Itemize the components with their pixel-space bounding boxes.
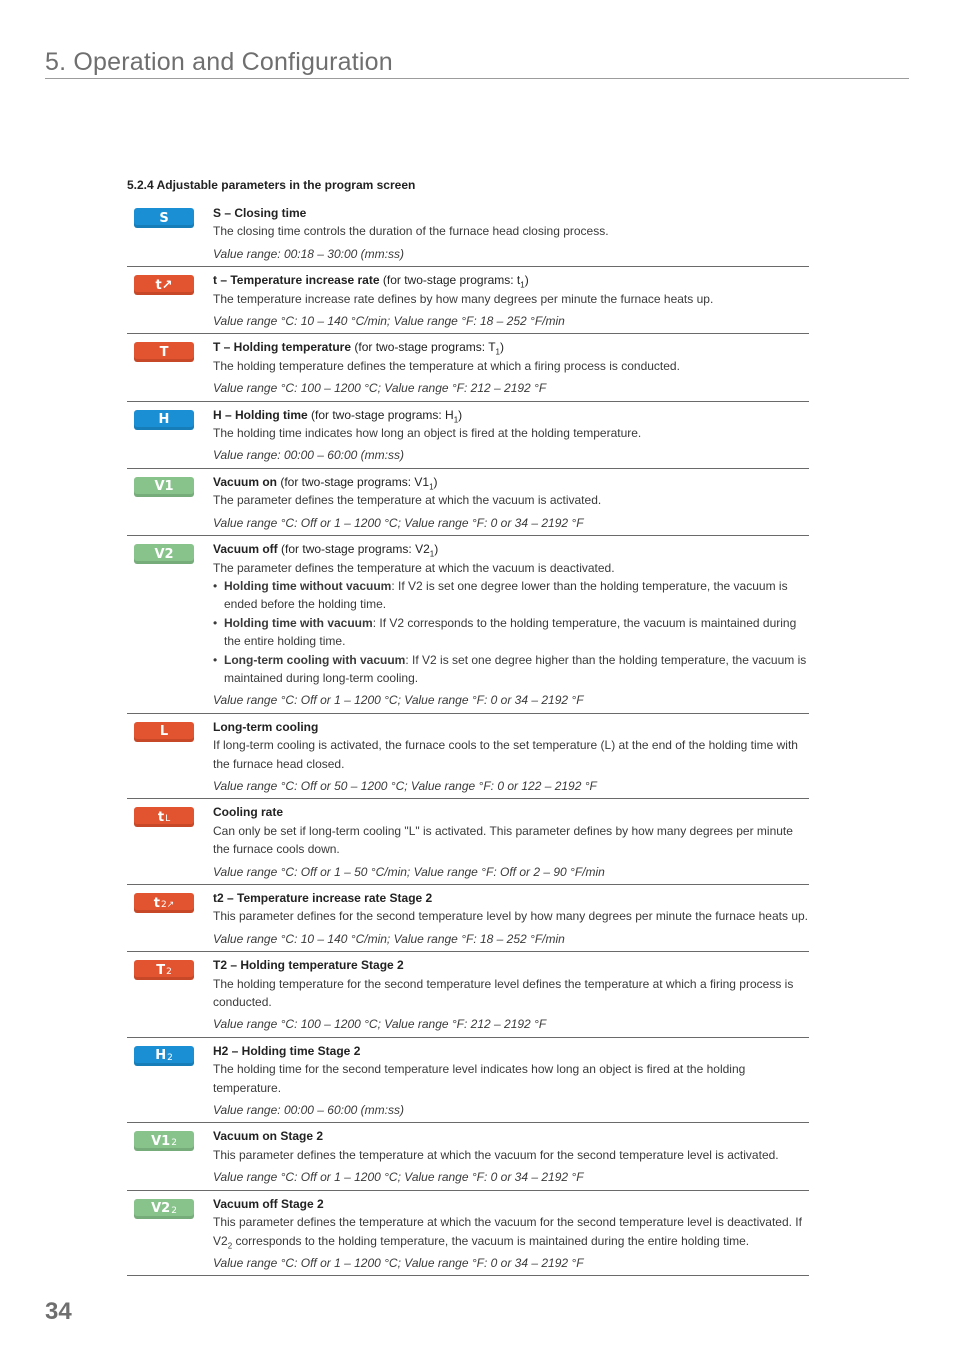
badge-column [127,540,213,710]
parameter-title [213,473,809,491]
parameter-name: Vacuum on [213,474,278,489]
parameter-name: Cooling rate [213,805,284,820]
parameter-qualifier: (for two-stage programs: V1 [277,474,430,489]
parameter-name: T – Holding temperature [213,340,352,355]
parameter-name: H – Holding time [213,407,308,422]
bullet-text: : If V2 is set one degree lower than the holding temperature, the vacuum is ended before the holding time. [224,578,788,612]
parameter-description [213,222,809,240]
badge-label: t [153,895,160,911]
parameter-badge [134,1131,194,1151]
parameter-badge [134,960,194,980]
parameter-row [127,267,809,334]
badge-sub-label: 2 [171,1138,177,1149]
parameter-row [127,200,809,267]
parameter-title [213,406,809,424]
value-range: Value range °C: 10 – 140 °C/min; Value range °F: 18 – 252 °F/min [213,931,565,946]
badge-column [127,718,213,796]
parameter-description [213,559,809,577]
description-text: The parameter defines the temperature at which the vacuum is activated. [213,493,602,508]
parameter-text [213,204,809,263]
badge-sub-label: 2 [171,1205,177,1216]
parameter-name: T2 – Holding temperature Stage 2 [213,958,404,973]
badge-column [127,338,213,397]
parameter-text [213,540,809,710]
badge-sub-label: L [165,814,171,825]
parameter-text [213,1127,809,1186]
parameter-description [213,1060,809,1097]
parameter-badge [134,275,194,295]
parameter-name: t – Temperature increase rate [213,273,380,288]
parameter-row [127,799,809,885]
parameter-badge [134,893,194,913]
badge-label: t [157,809,165,825]
value-range: Value range °C: 100 – 1200 °C; Value range °F: 212 – 2192 °F [213,381,547,396]
parameter-text [213,956,809,1034]
parameter-description [213,736,809,773]
qualifier-subscript: 1 [520,280,525,290]
section-heading: 5.2.4 Adjustable parameters in the program screen [127,178,416,192]
description-text-end: corresponds to the holding temperature, the vacuum is maintained during the entire holding time. [232,1233,750,1248]
description-subscript: 2 [227,1240,233,1250]
bullet-item [213,614,809,651]
description-text: The holding temperature defines the temperature at which a firing process is conducted. [213,358,680,373]
parameter-qualifier: (for two-stage programs: t [379,273,521,288]
badge-column [127,889,213,948]
badge-label: L [159,724,169,740]
parameter-row [127,1038,809,1124]
qualifier-subscript: 1 [429,482,434,492]
badge-sub-label: 2 [167,1052,173,1063]
parameter-name: t2 – Temperature increase rate Stage 2 [213,891,433,905]
value-range: Value range °C: 100 – 1200 °C; Value range °F: 212 – 2192 °F [213,1017,547,1032]
parameter-description [213,1213,809,1250]
qualifier-end: ) [499,340,504,355]
parameter-text [213,718,809,796]
badge-label: H [155,1048,167,1064]
parameter-badge [134,342,194,362]
parameter-qualifier: (for two-stage programs: V2 [277,542,430,557]
description-text: The holding time indicates how long an object is fired at the holding temperature. [213,426,642,441]
badge-label: T [159,344,169,360]
parameter-title [213,889,809,907]
badge-column [127,271,213,330]
badge-column [127,803,213,881]
qualifier-subscript: 1 [495,347,500,357]
value-range: Value range: 00:18 – 30:00 (mm:ss) [213,246,404,261]
chapter-title: 5. Operation and Configuration [45,48,393,76]
qualifier-subscript: 1 [453,415,459,425]
parameter-title [213,338,809,356]
value-range: Value range: 00:00 – 60:00 (mm:ss) [213,448,404,463]
badge-column [127,473,213,532]
parameter-description [213,975,809,1012]
parameter-badge [134,208,194,228]
parameter-row [127,334,809,401]
parameter-badge [134,410,194,430]
bullet-text: : If V2 corresponds to the holding temperature, the vacuum is maintained during the entire holding time. [224,615,797,649]
value-range: Value range °C: Off or 1 – 1200 °C; Value range °F: 0 or 34 – 2192 °F [213,1255,584,1270]
qualifier-end: ) [433,474,438,489]
parameter-text [213,406,809,465]
badge-label: S [159,210,169,226]
badge-column [127,1042,213,1120]
parameter-badge [134,477,194,497]
value-range: Value range °C: Off or 1 – 50 °C/min; Value range °F: Off or 2 – 90 °F/min [213,864,605,879]
parameter-title [213,540,809,558]
badge-label: T [156,962,166,978]
parameter-text [213,271,809,330]
parameter-row [127,952,809,1038]
parameter-title [213,1127,809,1145]
parameter-title [213,956,809,974]
parameter-description [213,1146,809,1164]
parameter-badge [134,1199,194,1219]
description-text: The temperature increase rate defines by how many degrees per minute the furnace heats up. [213,291,714,306]
value-range: Value range °C: Off or 1 – 1200 °C; Value range °F: 0 or 34 – 2192 °F [213,1170,584,1185]
parameter-name: Vacuum on Stage 2 [213,1129,324,1144]
description-text: The holding temperature for the second temperature level defines the temperature at which a firing process is conducted. [213,976,794,1010]
description-text: The holding time for the second temperature level indicates how long an object is fired at the holding temperature. [213,1062,746,1095]
badge-column [127,1127,213,1186]
bullet-term: Long-term cooling with vacuum [224,652,406,667]
qualifier-end: ) [434,542,439,557]
value-range: Value range °C: Off or 50 – 1200 °C; Value range °F: 0 or 122 – 2192 °F [213,778,597,793]
badge-label: V2 [151,1201,171,1217]
bullet-item [213,577,809,614]
parameter-row [127,469,809,536]
description-text: This parameter defines for the second temperature level by how many degrees per minute the furnace heats up. [213,909,808,924]
parameter-name: Vacuum off Stage 2 [213,1196,324,1211]
badge-sub-label: 2 [166,967,172,978]
description-text: The closing time controls the duration of the furnace head closing process. [213,224,609,239]
parameter-qualifier: (for two-stage programs: H [307,407,454,422]
bullet-list [213,577,809,687]
parameter-row [127,885,809,952]
parameter-row [127,1123,809,1190]
parameter-description [213,491,809,509]
parameter-badge [134,544,194,564]
parameter-name: H2 – Holding time Stage 2 [213,1043,361,1058]
parameter-description [213,290,809,308]
description-text: Can only be set if long-term cooling "L" is activated. This parameter defines by how many degrees per minute the furnace cools down. [213,823,793,857]
chapter-rule [45,78,909,79]
page-number: 34 [45,1298,72,1325]
badge-column [127,204,213,263]
value-range: Value range °C: Off or 1 – 1200 °C; Value range °F: 0 or 34 – 2192 °F [213,693,584,708]
badge-sub-label: 2↗ [160,900,175,910]
description-text: This parameter defines the temperature at which the vacuum for the second temperature level is deactivated. If V2 [213,1215,802,1248]
parameter-title [213,803,809,821]
parameter-text [213,889,809,948]
parameter-name: Long-term cooling [213,719,319,734]
parameter-title [213,1195,809,1213]
parameter-title [213,1042,809,1060]
description-text: This parameter defines the temperature at which the vacuum for the second temperature level is activated. [213,1147,779,1162]
description-text: If long-term cooling is activated, the furnace cools to the set temperature (L) at the end of the holding time with the furnace head closed. [213,738,798,771]
bullet-term: Holding time with vacuum [224,615,373,630]
parameter-text [213,1195,809,1273]
parameter-name: Vacuum off [213,542,278,557]
parameter-title [213,718,809,736]
parameter-name: S – Closing time [213,206,307,220]
parameter-description [213,907,809,925]
badge-column [127,1195,213,1273]
parameter-text [213,473,809,532]
parameter-row [127,714,809,800]
parameter-row [127,536,809,714]
parameter-text [213,338,809,397]
parameter-description [213,357,809,375]
qualifier-end: ) [524,273,529,288]
badge-label: V1 [154,479,174,495]
parameter-badge [134,1046,194,1066]
badge-column [127,406,213,465]
badge-label: H [158,412,170,428]
parameter-badge [134,722,194,742]
parameter-title [213,204,809,222]
badge-label: V2 [154,546,174,562]
parameter-list [127,200,809,1276]
description-text: The parameter defines the temperature at which the vacuum is deactivated. [213,560,615,575]
bullet-term: Holding time without vacuum [224,578,392,593]
qualifier-end: ) [458,407,463,422]
bullet-item [213,651,809,688]
badge-column [127,956,213,1034]
badge-label: t↗ [155,277,173,293]
parameter-badge [134,807,194,827]
parameter-qualifier: (for two-stage programs: T [351,340,496,355]
parameter-row [127,402,809,469]
parameter-title [213,271,809,289]
parameter-description [213,424,809,442]
value-range: Value range: 00:00 – 60:00 (mm:ss) [213,1103,404,1118]
parameter-text [213,803,809,881]
value-range: Value range °C: Off or 1 – 1200 °C; Value range °F: 0 or 34 – 2192 °F [213,515,584,530]
qualifier-subscript: 1 [429,549,435,559]
badge-label: V1 [151,1133,171,1149]
parameter-text [213,1042,809,1120]
parameter-row [127,1191,809,1277]
value-range: Value range °C: 10 – 140 °C/min; Value range °F: 18 – 252 °F/min [213,314,565,329]
bullet-text: : If V2 is set one degree higher than the holding temperature, the vacuum is maintained during long-term cooling. [224,652,807,685]
parameter-description [213,822,809,859]
